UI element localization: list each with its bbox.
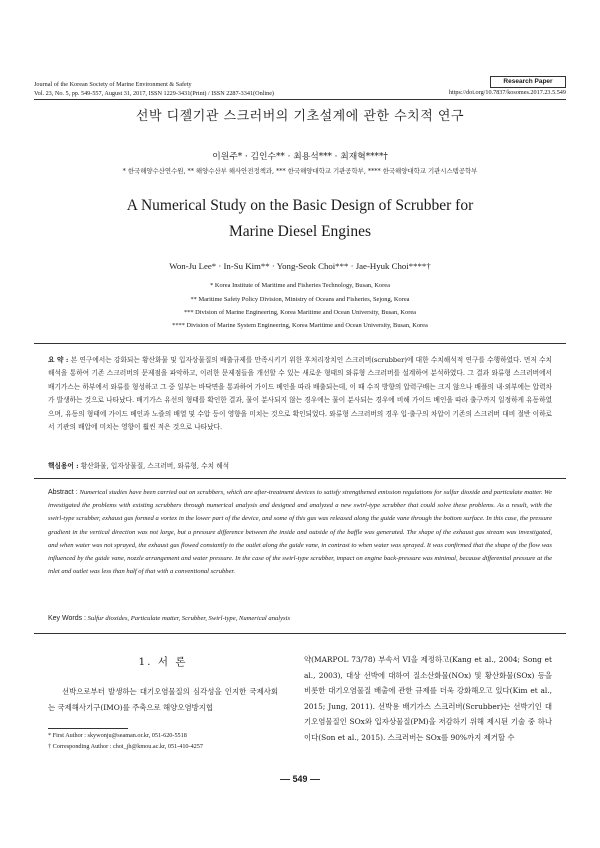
korean-abstract xyxy=(48,354,552,434)
english-title-line1: A Numerical Study on the Basic Design of Scrubber for xyxy=(126,197,474,214)
english-title-line2: Marine Diesel Engines xyxy=(228,223,372,240)
page-number-dash-left xyxy=(280,779,290,780)
affiliation-1: * Korea Institute of Maritime and Fisheries Technology, Busan, Korea xyxy=(210,282,390,289)
page-number-value: 549 xyxy=(292,774,308,784)
page-number xyxy=(0,774,600,784)
english-keywords-text: Sulfur dioxides, Particulate matter, Scrubber, Swirl-type, Numerical analysis xyxy=(87,615,291,622)
abstract-top-rule xyxy=(34,343,566,344)
english-abstract xyxy=(48,486,552,578)
english-title xyxy=(0,193,600,245)
english-abstract-text: Numerical studies have been carried out on scrubbers, which are after-treatment devices to satisfy strengthened emission regulations for sulfur dioxide and particulate matter. We investigated the problems with existing scrubbers through numerical analysis and designed and analyzed a new swirl-type scrubber that could solve these problems. As a result, with the swirl-type scrubber, exhaust gas formed a vortex in the lower part of the device, and some of this gas was released along the guide vane through the bottom surface. In this case, the pressure gradient in the vertical direction was not large, but a pressure difference between the inside and outside of the baffle was generated. The shape of the exhaust gas stream was investigated, and when water was not sprayed, the exhaust gas flowed constantly to the outlet along the guide vane, in contrast to when water was sprayed. It was confirmed that the shape of the flow was influenced by the guide vane, nozzle arrangement and water pressure. In the case of the swirl-type scrubber, impact on engine back-pressure was minimal, because differential pressure at the inlet and outlet was less than half of that with a conventional scrubber. xyxy=(48,489,552,576)
korean-keywords xyxy=(48,460,552,470)
intro-left-column: 선박으로부터 발생하는 대기오염물질의 심각성을 인지한 국제사회는 국제해사기구(IMO)를 주축으로 해양오염방지협 xyxy=(48,687,278,712)
page-number-dash-right xyxy=(310,779,320,780)
korean-affiliations: * 한국해양수산연수원, ** 해양수산부 해사안전정책과, *** 한국해양대학교 기관공학부, **** 한국해양대학교 기관시스템공학부 xyxy=(122,167,478,175)
korean-keywords-label: 핵심용어 : xyxy=(48,462,79,470)
english-abstract-label: Abstract : xyxy=(48,489,78,496)
footnote-rule xyxy=(48,728,128,729)
korean-authors: 이원주* · 김인수** · 최용석*** · 최재혁****† xyxy=(212,152,388,162)
english-keywords xyxy=(48,615,552,622)
korean-abstract-text: 본 연구에서는 강화되는 황산화물 및 입자상물질의 배출규제를 만족시키기 위한 후처리장치인 스크러버(scrubber)에 대한 수치해석적 연구를 수행하였다. 먼저 수치 해석을 통하여 기존 스크러버의 문제점을 파악하고, 이러한 문제점들을 개선할 수 있는 새로운 형태의 와류형 스크러버를 설계하여 분석하였다. 그 결과 와류형 스크러버에서 배기가스는 하부에서 와류를 형성하고 그 중 일부는 바닥면을 통과하여 가이드 베인을 따라 배출되는데, 이 때 수직 방향의 압력구배는 크지 않으나 배플의 내·외부에는 압력차가 발생하는 것으로 나타났다. 배기가스 유선의 형태를 확인한 결과, 물이 분사되지 않는 경우에는 물이 분사되는 경우에 비해 가이드 베인을 따라 출구까지 일정하게 유동하였으며, 유동의 형태에 가이드 베인과 노즐의 배열 및 수압 등이 영향을 미치는 것으로 확인되었다. 와류형 스크러버의 경우 입·출구의 차압이 기존의 스크러버 대비 절반 이하로서 기관의 배압에 미치는 영향이 훨씬 적은 것으로 나타났다. xyxy=(48,356,552,432)
affiliation-2: ** Maritime Safety Policy Division, Ministry of Oceans and Fisheries, Sejong, Korea xyxy=(190,296,410,303)
affiliation-4: **** Division of Marine System Engineering, Korea Maritime and Ocean University, Busan, Korea xyxy=(172,322,428,329)
intro-right-column: 약(MARPOL 73/78) 부속서 VI을 제정하고(Kang et al., 2004; Song et al., 2003), 대상 선박에 대하여 질소산화물(NOx) 및 황산화물(SOx) 등을 비롯한 대기오염물질 배출에 관한 규제를 더욱 강화해오고 있다(Kim et al., 2015; Jung, 2011). 선박용 배기가스 스크러버(Scrubber)는 선박기인 대기오염물질인 SOx와 입자상물질(PM)을 저감하기 위해 제시된 기술 중 하나이다(Son et al., 2015). 스크러버는 SOx를 90%까지 제거할 수 xyxy=(304,655,552,742)
affiliation-3: *** Division of Marine Engineering, Korea Maritime and Ocean University, Busan, Korea xyxy=(183,309,417,316)
journal-name: Journal of the Korean Society of Marine Environment & Safety xyxy=(34,81,192,88)
header-rule xyxy=(34,99,566,100)
english-authors: Won-Ju Lee* · In-Su Kim** · Yong-Seok Choi*** · Jae-Hyuk Choi****† xyxy=(169,261,431,271)
journal-header xyxy=(34,80,274,98)
abstract-mid-rule xyxy=(34,478,566,479)
section-heading-introduction: 1. 서 론 xyxy=(138,656,188,668)
doi-link[interactable]: https://doi.org/10.7837/kosomes.2017.23.5.549 xyxy=(448,89,566,96)
korean-keywords-text: 황산화물, 입자상물질, 스크러버, 와류형, 수치 해석 xyxy=(80,462,230,470)
first-author-footnote: * First Author : skywonju@seaman.or.kr, 051-620-5518 xyxy=(48,732,187,739)
corresponding-author-footnote: † Corresponding Author : choi_jh@kmou.ac.kr, 051-410-4257 xyxy=(48,743,203,750)
english-keywords-label: Key Words : xyxy=(48,615,86,622)
abstract-bottom-rule xyxy=(34,633,566,634)
article-type-badge: Research Paper xyxy=(490,76,566,88)
journal-volume-info: Vol. 23, No. 5, pp. 549-557, August 31, 2017, ISSN 1229-3431(Print) / ISSN 2287-3341(Online) xyxy=(34,90,274,97)
korean-abstract-label: 요 약 : xyxy=(48,356,69,364)
footnotes xyxy=(48,730,288,752)
korean-title: 선박 디젤기관 스크러버의 기초설계에 관한 수치적 연구 xyxy=(135,109,465,124)
